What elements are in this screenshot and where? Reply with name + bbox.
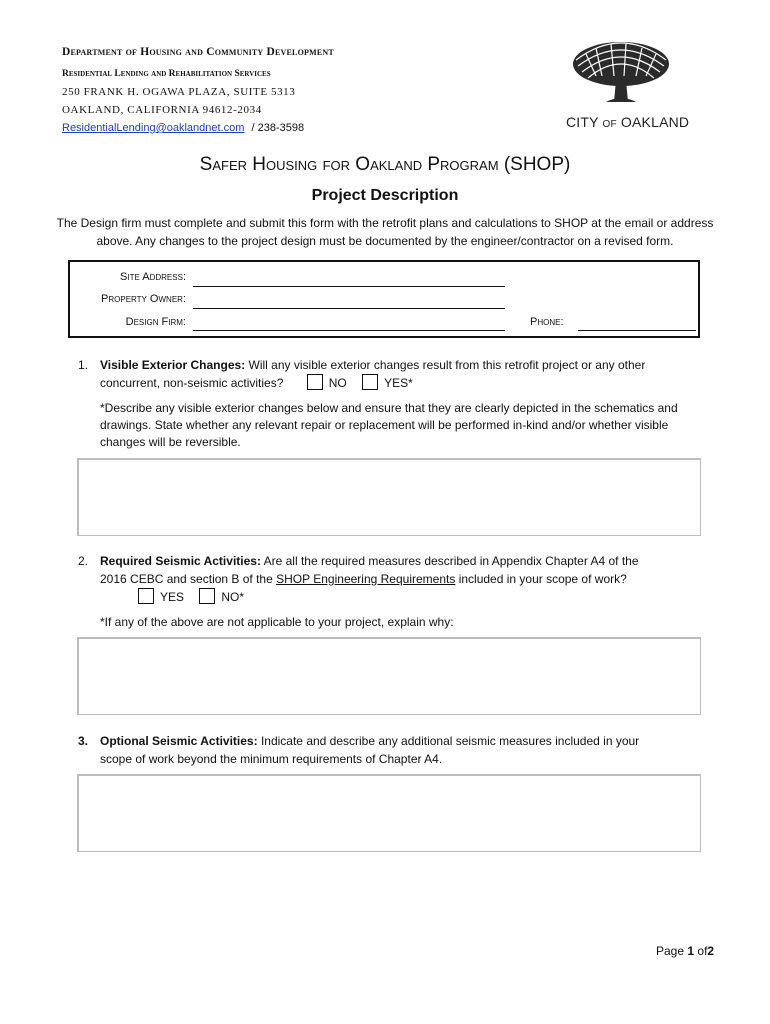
site-address-label: Site Address:	[120, 271, 186, 283]
question-2-title: Required Seismic Activities:	[100, 554, 261, 568]
address-line-1: 250 FRANK H. OGAWA PLAZA, SUITE 5313	[62, 86, 296, 98]
contact-line	[62, 122, 304, 134]
design-firm-label: Design Firm:	[125, 316, 186, 328]
question-2-yes-label: YES	[160, 590, 185, 604]
property-owner-field[interactable]	[193, 308, 505, 309]
property-owner-label: Property Owner:	[101, 293, 186, 305]
question-1-body: Will any visible exterior changes result from this retrofit project or any other	[248, 358, 646, 372]
email-link[interactable]: ResidentialLending@oaklandnet.com	[62, 122, 245, 134]
question-1-text	[100, 356, 720, 392]
page-number	[656, 944, 714, 958]
question-1-no-label: NO	[328, 376, 347, 390]
question-3-title: Optional Seismic Activities:	[100, 734, 258, 748]
question-2-answer-box[interactable]	[77, 637, 701, 715]
question-2-no-checkbox[interactable]	[199, 588, 215, 604]
design-firm-field[interactable]	[193, 330, 505, 331]
question-1-number: 1.	[78, 358, 89, 372]
question-2-text	[100, 552, 720, 606]
question-3-text	[100, 732, 720, 768]
phone-number: / 238-3598	[251, 122, 305, 134]
question-3-body-2: scope of work beyond the minimum requirements of Chapter A4.	[100, 752, 443, 766]
service-name: Residential Lending and Rehabilitation Services	[62, 69, 271, 79]
form-subtitle: Project Description	[311, 187, 459, 204]
form-instructions: The Design firm must complete and submit this form with the retrofit plans and calculations to SHOP at the email or address above. Any changes to the project design must be documented by the engineer/contractor on a revised form.	[56, 216, 714, 248]
oakland-tree-logo	[566, 36, 676, 106]
address-line-2: OAKLAND, CALIFORNIA 94612-2034	[62, 104, 262, 116]
page-current: 1	[687, 944, 695, 958]
phone-field[interactable]	[578, 330, 696, 331]
question-2-body-2: 2016 CEBC and section B of the	[100, 572, 273, 586]
form-title: Safer Housing for Oakland Program (SHOP)	[199, 154, 571, 175]
city-of-oakland-wordmark: CITY OF OAKLAND	[566, 114, 690, 130]
phone-label: Phone:	[530, 316, 564, 328]
question-1-note: *Describe any visible exterior changes below and ensure that they are clearly depicted in the schematics and drawings. State whether any relevant repair or replacement will be performed in-kind and/or whether visible changes will be reversible.	[100, 401, 678, 449]
question-2-body-3: included in your scope of work?	[458, 572, 627, 586]
page-total: 2	[707, 944, 715, 958]
department-name: Department of Housing and Community Development	[62, 46, 334, 58]
question-2-number: 2.	[78, 554, 89, 568]
question-2-no-label: NO*	[221, 590, 245, 604]
question-2-body: Are all the required measures described in Appendix Chapter A4 of the	[263, 554, 639, 568]
site-address-field[interactable]	[193, 286, 505, 287]
shop-engineering-requirements-link[interactable]: SHOP Engineering Requirements	[276, 572, 456, 586]
question-1-yes-label: YES*	[384, 376, 413, 390]
question-1-yes-checkbox[interactable]	[362, 374, 378, 390]
question-3-body: Indicate and describe any additional seismic measures included in your	[260, 734, 640, 748]
question-2-note: *If any of the above are not applicable to your project, explain why:	[100, 615, 454, 629]
question-1-no-checkbox[interactable]	[307, 374, 323, 390]
question-3-answer-box[interactable]	[77, 774, 701, 852]
page-word: Page	[656, 944, 685, 958]
question-3-number: 3.	[78, 734, 89, 748]
question-1-answer-box[interactable]	[77, 458, 701, 536]
question-1-title: Visible Exterior Changes:	[100, 358, 246, 372]
question-2-yes-checkbox[interactable]	[138, 588, 154, 604]
question-1-body-2: concurrent, non-seismic activities?	[100, 376, 284, 390]
of-word: of	[697, 944, 708, 958]
